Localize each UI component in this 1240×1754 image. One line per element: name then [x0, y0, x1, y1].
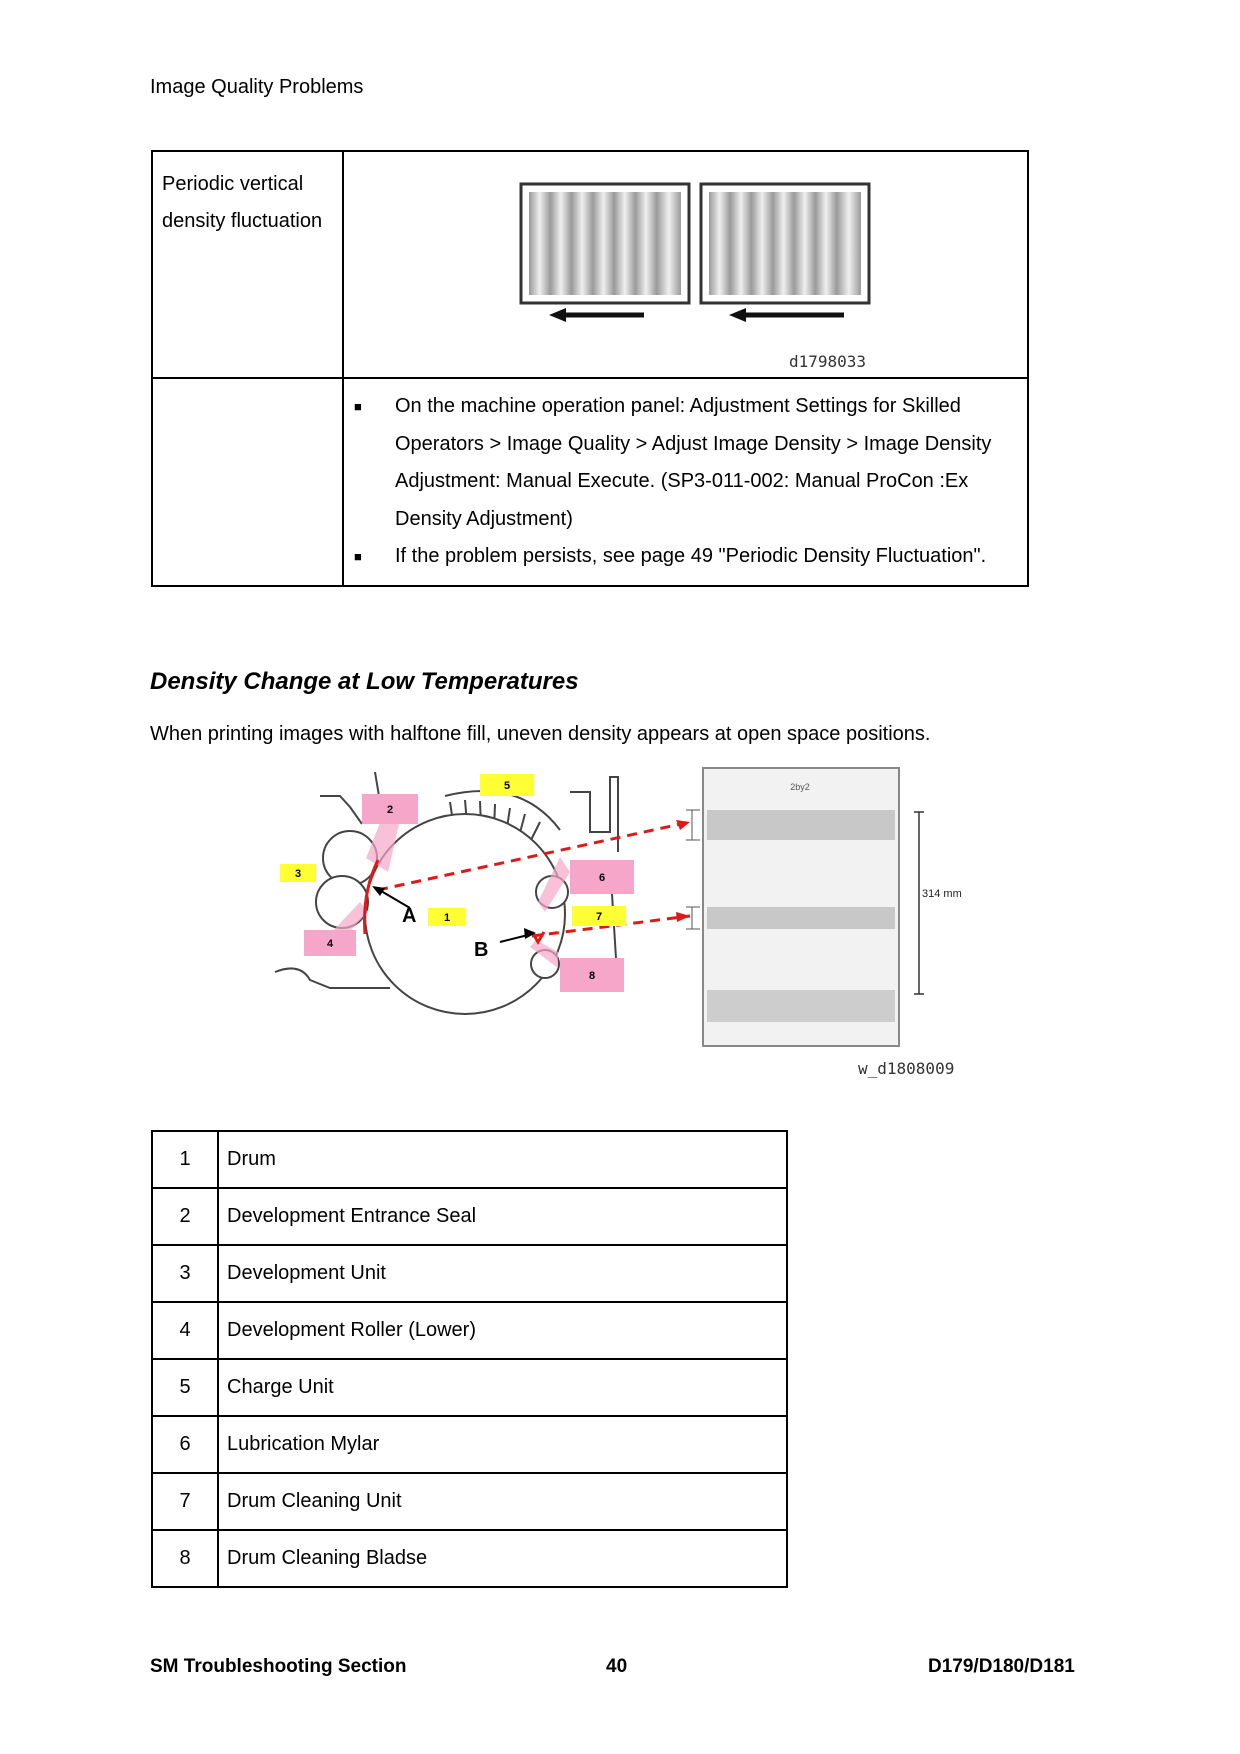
- parts-table: [151, 1130, 788, 1588]
- callout-4: [304, 930, 356, 956]
- table-row: [152, 1302, 787, 1359]
- periodic-density-figure: [344, 152, 1044, 375]
- callout-7: [572, 906, 626, 926]
- part-number: 1: [152, 1131, 218, 1188]
- drum-diagram: [270, 762, 990, 1084]
- part-name: Drum Cleaning Bladse: [218, 1530, 787, 1587]
- table-row: [152, 1359, 787, 1416]
- problem-name-cell: [152, 151, 343, 378]
- section-title: Density Change at Low Temperatures: [150, 668, 579, 695]
- part-number: 3: [152, 1245, 218, 1302]
- svg-text:8: 8: [588, 970, 596, 982]
- part-name: Development Roller (Lower): [218, 1302, 787, 1359]
- callout-5: [480, 774, 534, 796]
- empty-cell: [152, 378, 343, 586]
- table-row: [152, 1530, 787, 1587]
- table-row: [152, 1473, 787, 1530]
- part-number: 8: [152, 1530, 218, 1587]
- table-row: [152, 1416, 787, 1473]
- sheet-right: [701, 184, 869, 322]
- sheet-label: 2by2: [790, 782, 810, 792]
- footer-page-number: 40: [606, 1656, 628, 1677]
- svg-text:2: 2: [386, 804, 394, 816]
- section-intro: When printing images with halftone fill, uneven density appears at open space positions.: [150, 723, 931, 745]
- footer-section: SM Troubleshooting Section: [150, 1656, 407, 1677]
- figure-code: d1798033: [789, 352, 867, 371]
- part-number: 6: [152, 1416, 218, 1473]
- part-number: 4: [152, 1302, 218, 1359]
- diagram-figure-code: w_d1808009: [858, 1059, 955, 1078]
- callout-6: [570, 860, 634, 894]
- svg-text:6: 6: [598, 872, 606, 884]
- printed-sheet: [686, 768, 899, 1046]
- table-row: [152, 1131, 787, 1188]
- part-name: Lubrication Mylar: [218, 1416, 787, 1473]
- bullet-icon: ■: [354, 549, 362, 564]
- table-row: [152, 1245, 787, 1302]
- svg-text:4: 4: [326, 938, 334, 950]
- steps-cell: [343, 378, 1028, 586]
- part-number: 2: [152, 1188, 218, 1245]
- point-a-label: A: [402, 905, 417, 927]
- point-b-label: B: [474, 939, 489, 961]
- bullet-icon: ■: [354, 399, 362, 414]
- part-name: Development Entrance Seal: [218, 1188, 787, 1245]
- steps-list: [345, 380, 1026, 576]
- table-row: [152, 1188, 787, 1245]
- problem-figure-cell: [343, 151, 1028, 378]
- sheet-left: [521, 184, 689, 322]
- svg-text:7: 7: [595, 911, 603, 923]
- callout-8: [560, 958, 624, 992]
- dimension-label: 314 mm: [922, 888, 962, 900]
- part-name: Development Unit: [218, 1245, 787, 1302]
- projection-arrow-a: [676, 820, 690, 830]
- svg-text:3: 3: [294, 868, 302, 880]
- problem-table: [151, 150, 1029, 587]
- svg-text:1: 1: [443, 912, 451, 924]
- part-number: 5: [152, 1359, 218, 1416]
- list-item: ■ On the machine operation panel: Adjustment Settings for Skilled Operators > Image Quality > Adjust Image Density > Image Density Adjustment: Manual Execute. (SP3-011-002: Manual ProCon :Ex Density Adjustment): [345, 388, 1018, 538]
- running-header: Image Quality Problems: [150, 76, 364, 98]
- svg-text:5: 5: [503, 780, 511, 792]
- callout-2: [362, 794, 418, 824]
- part-name: Drum: [218, 1131, 787, 1188]
- list-item: ■ If the problem persists, see page 49 "Periodic Density Fluctuation".: [345, 538, 1018, 576]
- footer-model: D179/D180/D181: [928, 1656, 1075, 1677]
- callout-1: [428, 908, 466, 926]
- callout-3: [280, 864, 316, 882]
- part-name: Drum Cleaning Unit: [218, 1473, 787, 1530]
- dimension-marker: [914, 812, 962, 994]
- problem-name: Periodic vertical density fluctuation: [162, 173, 323, 232]
- part-name: Charge Unit: [218, 1359, 787, 1416]
- part-number: 7: [152, 1473, 218, 1530]
